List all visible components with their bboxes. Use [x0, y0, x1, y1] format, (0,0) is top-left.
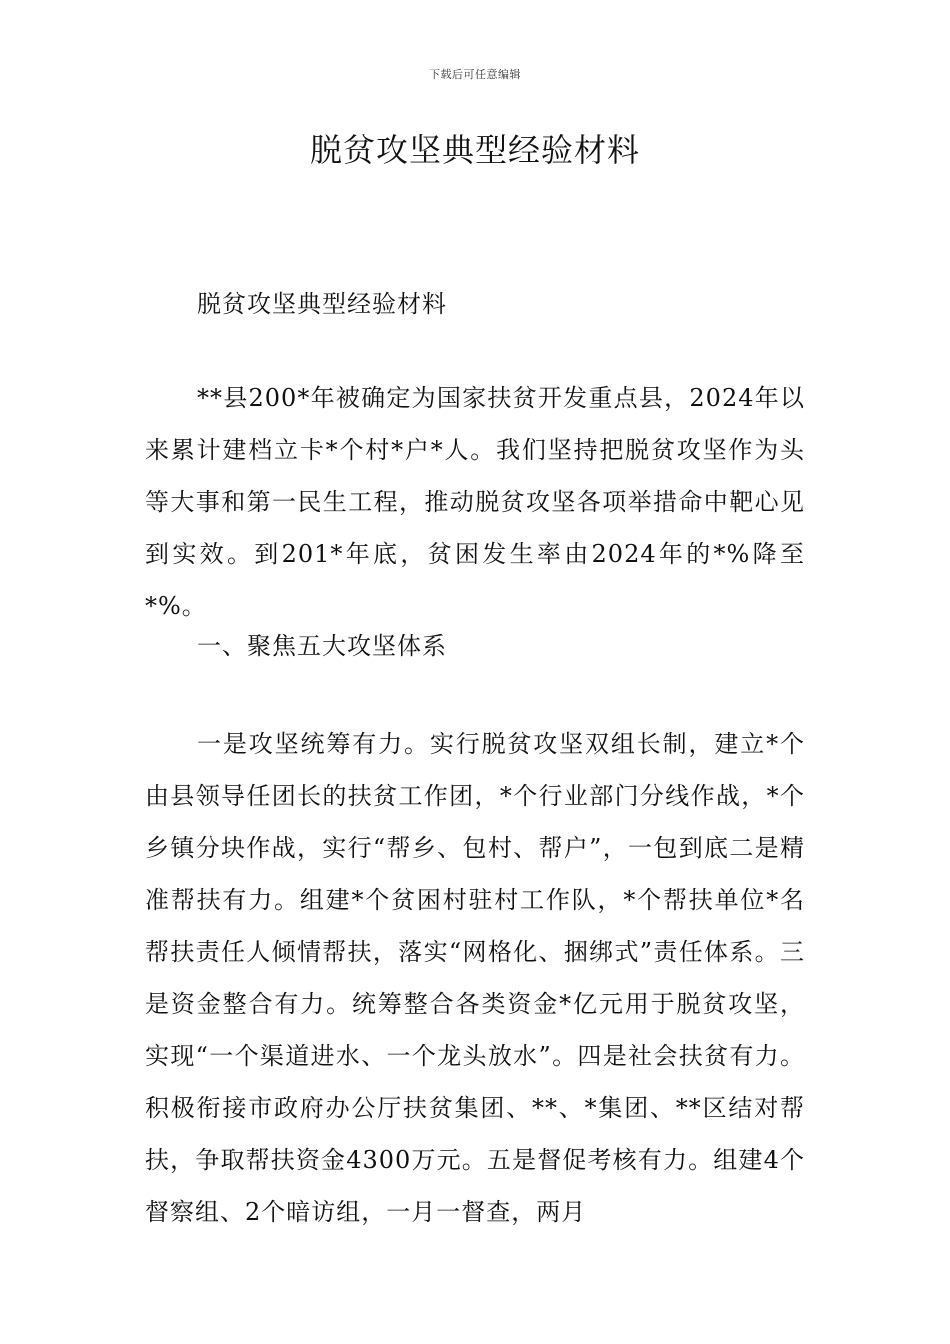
section-paragraph: 一是攻坚统筹有力。实行脱贫攻坚双组长制，建立*个由县领导任团长的扶贫工作团，*个行业部门分线作战，*个乡镇分块作战，实行“帮乡、包村、帮户”，一包到底二是精准帮扶有力。组建*个贫困村驻村工作队，*个帮扶单位*名帮扶责任人倾情帮扶，落实“网格化、捆绑式”责任体系。三是资金整合有力。统筹整合各类资金*亿元用于脱贫攻坚，实现“一个渠道进水、一个龙头放水”。四是社会扶贫有力。积极衔接市政府办公厅扶贫集团、**、*集团、**区结对帮扶，争取帮扶资金4300万元。五是督促考核有力。组建4个督察组、2个暗访组，一月一督查，两月 — [145, 730, 805, 1226]
intro-paragraph: **县200*年被确定为国家扶贫开发重点县，2024年以来累计建档立卡*个村*户*人。我们坚持把脱贫攻坚作为头等大事和第一民生工程，推动脱贫攻坚各项举措命中靶心见到实效。到201*年底，贫困发生率由2024年的*%降至*%。 — [145, 384, 805, 620]
document-title: 脱贫攻坚典型经验材料 — [309, 131, 640, 169]
subtitle-block — [145, 278, 805, 330]
section-heading-block — [145, 620, 805, 672]
subtitle: 脱贫攻坚典型经验材料 — [197, 290, 447, 318]
intro-paragraph-block — [145, 372, 805, 632]
section-paragraph-block — [145, 718, 805, 1238]
section-heading: 一、聚焦五大攻坚体系 — [197, 632, 447, 660]
header-note: 下载后可任意编辑 — [429, 68, 521, 81]
